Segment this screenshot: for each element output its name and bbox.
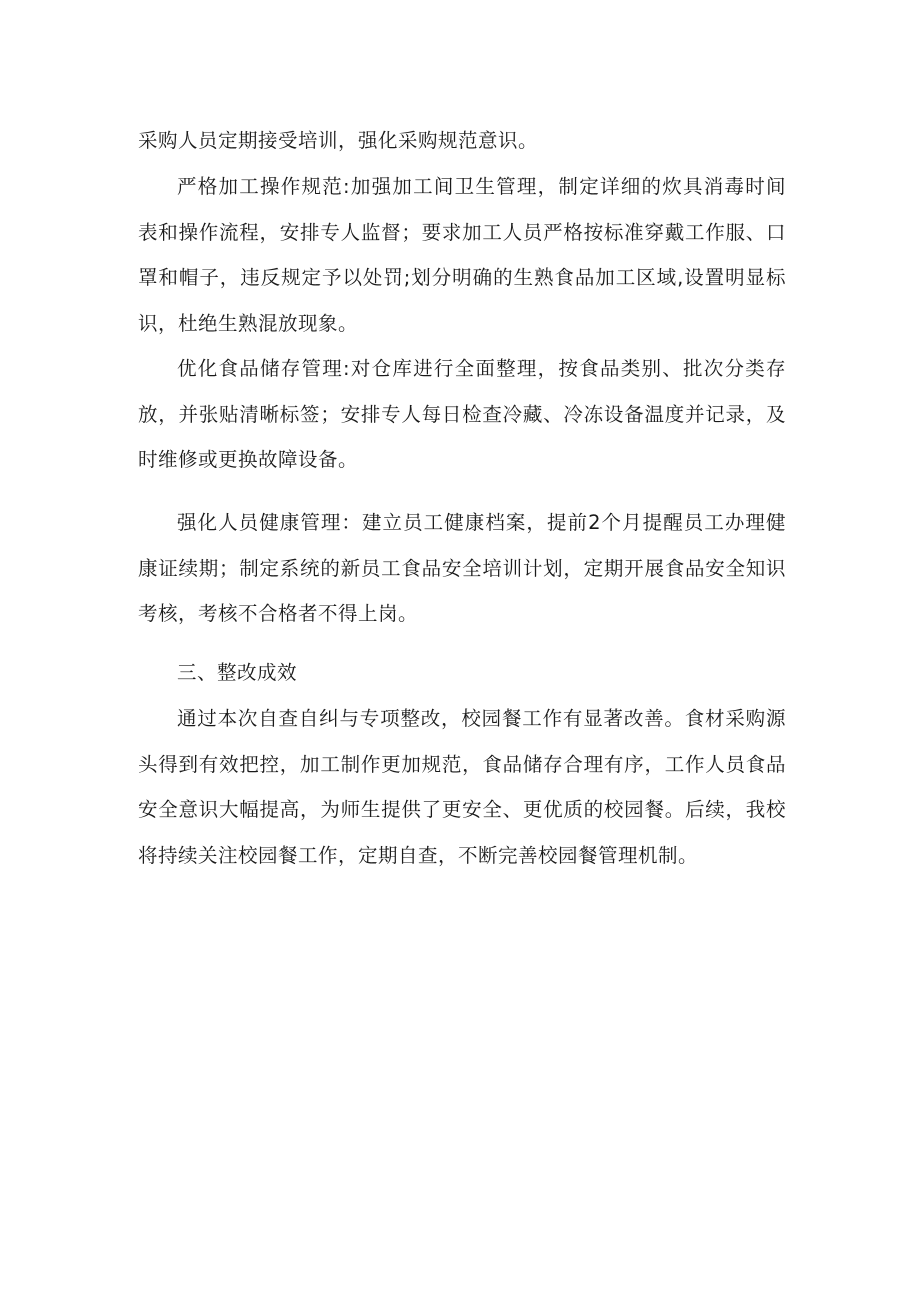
paragraph-procurement-training [138, 118, 786, 164]
section-heading-results [138, 650, 786, 696]
text-line: 考核，考核不合格者不得上岗。 [138, 602, 419, 625]
text-line: 将持续关注校园餐工作，定期自查，不断完善校园餐管理机制。 [138, 843, 699, 867]
text-line: 放，并张贴清晰标签；安排专人每日检查冷藏、冷冻设备温度并记录，及 [138, 402, 786, 426]
text-line: 安全意识大幅提高，为师生提供了更安全、更优质的校园餐。后续，我校 [138, 798, 786, 821]
paragraph-processing-standards [138, 164, 786, 346]
text-line: 头得到有效把控，加工制作更加规范，食品储存合理有序，工作人员食品 [138, 752, 786, 776]
text-line: 罩和帽子，违反规定予以处罚;划分明确的生熟食品加工区域,设置明显标 [138, 266, 786, 289]
paragraph-results-summary [138, 696, 786, 878]
text-line: 优化食品储存管理:对仓库进行全面整理，按食品类别、批次分类存 [177, 357, 786, 380]
text-line: 时维修或更换故障设备。 [138, 448, 359, 471]
text-line: 识，杜绝生熟混放现象。 [138, 311, 359, 335]
text-line: 表和操作流程，安排专人监督；要求加工人员严格按标准穿戴工作服、口 [138, 220, 786, 244]
text-line: 采购人员定期接受培训，强化采购规范意识。 [138, 129, 539, 152]
text-line: 通过本次自查自纠与专项整改，校园餐工作有显著改善。食材采购源 [177, 707, 786, 730]
text-line: 严格加工操作规范:加强加工间卫生管理，制定详细的炊具消毒时间 [177, 175, 786, 198]
text-line: 强化人员健康管理：建立员工健康档案，提前2个月提醒员工办理健 [177, 511, 786, 534]
section-heading: 三、整改成效 [177, 661, 298, 684]
paragraph-staff-health [138, 500, 786, 637]
text-line: 康证续期；制定系统的新员工食品安全培训计划，定期开展食品安全知识 [138, 556, 786, 580]
paragraph-food-storage [138, 346, 786, 483]
